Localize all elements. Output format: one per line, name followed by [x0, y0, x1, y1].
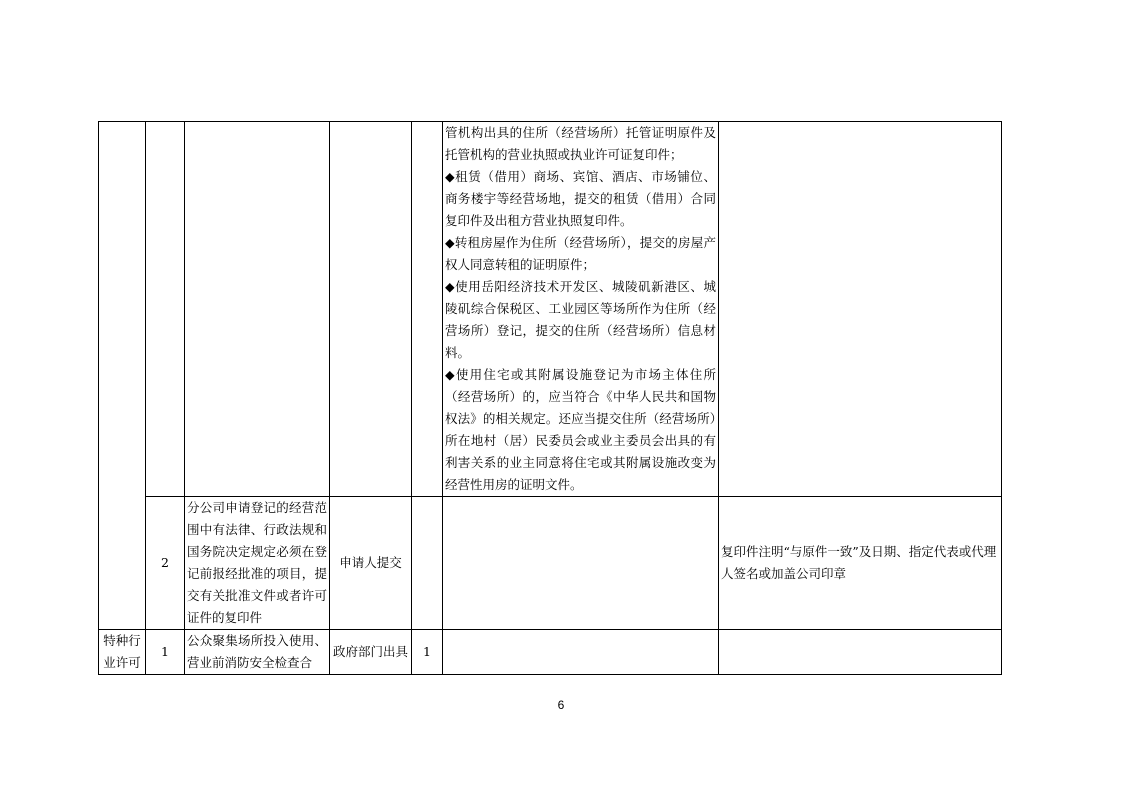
- source-cell: 申请人提交: [330, 497, 412, 630]
- requirements-cell: [443, 630, 719, 675]
- material-cell: [185, 122, 330, 497]
- source-cell: 政府部门出具: [330, 630, 412, 675]
- requirement-paragraph: ◆租赁（借用）商场、宾馆、酒店、市场铺位、商务楼宇等经营场地，提交的租赁（借用）合同复印件及出租方营业执照复印件。: [445, 169, 716, 228]
- table-row: [99, 630, 1002, 675]
- requirements-cell: [443, 497, 719, 630]
- seq-cell: [146, 122, 185, 497]
- requirement-paragraph: 管机构出具的住所（经营场所）托管证明原件及托管机构的营业执照或执业许可证复印件；: [445, 125, 716, 162]
- requirement-paragraph: ◆转租房屋作为住所（经营场所），提交的房屋产权人同意转租的证明原件；: [445, 235, 716, 272]
- notes-cell: [719, 630, 1002, 675]
- table-row: [99, 122, 1002, 497]
- requirement-paragraph: ◆使用岳阳经济技术开发区、城陵矶新港区、城陵矶综合保税区、工业园区等场所作为住所（经营场所）登记，提交的住所（经营场所）信息材料。: [445, 279, 716, 360]
- copies-cell: [412, 122, 443, 497]
- materials-table: [98, 121, 1002, 675]
- category-cell: 特种行业许可: [99, 630, 146, 675]
- category-cell: [99, 122, 146, 630]
- copies-cell: 1: [412, 630, 443, 675]
- requirement-paragraph: ◆使用住宅或其附属设施登记为市场主体住所（经营场所）的，应当符合《中华人民共和国物权法》的相关规定。还应当提交住所（经营场所）所在地村（居）民委员会或业主委员会出具的有利害关系的业主同意将住宅或其附属设施改变为经营性用房的证明文件。: [445, 367, 716, 492]
- notes-cell: [719, 122, 1002, 497]
- requirements-cell: [443, 122, 719, 497]
- table-row: [99, 497, 1002, 630]
- seq-cell: 1: [146, 630, 185, 675]
- source-cell: [330, 122, 412, 497]
- material-cell: 分公司申请登记的经营范围中有法律、行政法规和国务院决定规定必须在登记前报经批准的项目，提交有关批准文件或者许可证件的复印件: [185, 497, 330, 630]
- page-number: 6: [557, 698, 565, 712]
- seq-cell: 2: [146, 497, 185, 630]
- copies-cell: [412, 497, 443, 630]
- notes-cell: 复印件注明“与原件一致”及日期、指定代表或代理人签名或加盖公司印章: [719, 497, 1002, 630]
- material-cell: 公众聚集场所投入使用、营业前消防安全检查合: [185, 630, 330, 675]
